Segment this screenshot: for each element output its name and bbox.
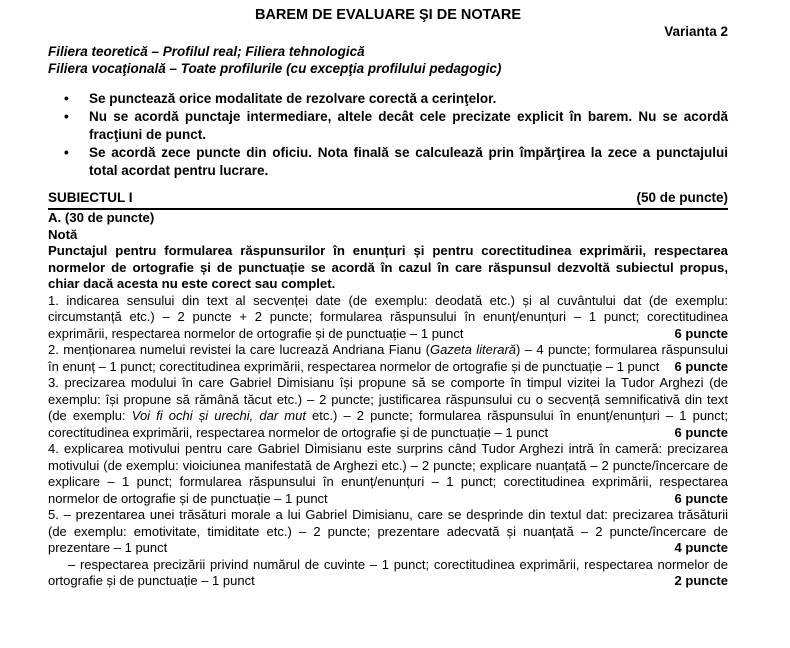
bullet-icon: • (64, 91, 69, 106)
rule-item (60, 144, 728, 180)
item-points: 2 puncte (674, 573, 728, 588)
item-points: 6 puncte (674, 490, 728, 506)
document-title: BAREM DE EVALUARE ŞI DE NOTARE (254, 7, 522, 23)
item-text: etc.) – 2 puncte; formularea răspunsului în enunț/enunțuri – 1 punct; corectitudinea exprimării, respectarea normelor de ortografie și de punctuație – 1 punct (48, 408, 729, 440)
part-a-heading: A. (30 de puncte) (48, 210, 155, 225)
scoring-item (48, 375, 728, 441)
note-label: Notă (48, 226, 78, 242)
rule-text: Se punctează orice modalitate de rezolvare corectă a cerinţelor. (89, 91, 497, 106)
item-text: – respectarea precizării privind numărul de cuvinte – 1 punct; corectitudinea exprimării, respectarea normelor de ortografie și de punctuație – 1 punct (48, 556, 728, 588)
scoring-item (48, 507, 728, 557)
scoring-items (48, 293, 728, 590)
filiera-block (48, 43, 728, 77)
filiera-line: Filiera vocaţională – Toate profilurile (cu excepţia profilului pedagogic) (48, 61, 502, 76)
item-text: 1. indicarea sensului din text al secvenței date (de exemplu: deodată etc.) și al cuvântului dat (de exemplu: circumstanță etc.) – 2 puncte + 2 puncte; formularea răspunsului în enunț/enunțuri – 1 punct; corectitudinea exprimării, respectarea normelor de ortografie și de punctuație – 1 punct (48, 292, 728, 341)
item-points: 6 puncte (674, 424, 728, 440)
scoring-item (48, 441, 728, 507)
general-rules-list (48, 90, 728, 180)
item-points: 6 puncte (674, 358, 728, 374)
item-points: 6 puncte (674, 325, 728, 341)
item-text: ) – 4 puncte; formularea răspunsului în enunț – 1 punct; corectitudinea exprimării, respectarea normelor de ortografie și de punctuație – 1 punct (48, 342, 728, 374)
item-text: 4. explicarea motivului pentru care Gabriel Dimisianu este surprins când Tudor Arghezi intră în cameră: precizarea motivului (de exemplu: vioiciunea manifestată de Arghezi etc.) – 2 puncte; explicare nuanțată – 2 puncte/încercare de explicare – 1 punct; formularea răspunsului în enunț/enunțuri – 1 punct; corectitudinea exprimării, respectarea normelor de ortografie și de punctuație – 1 punct (48, 441, 728, 506)
subject-points: (50 de puncte) (636, 190, 728, 205)
rule-item (60, 90, 728, 108)
scoring-item (48, 293, 728, 343)
item-points: 4 puncte (674, 540, 728, 555)
scoring-item (48, 557, 728, 590)
note-paragraph: Punctajul pentru formularea răspunsurilor în enunțuri și pentru corectitudinea exprimării, respectarea normelor de ortografie și de punctuație se acordă în cazul în care răspunsul dezvoltă subiectul propus, chiar dacă acesta nu este corect sau complet. (48, 243, 728, 291)
item-text: 2. menționarea numelui revistei la care lucrează Andriana Fianu ( (48, 342, 430, 357)
item-text-italic: Voi fi ochi și urechi, dar mut (131, 408, 306, 423)
bullet-icon: • (64, 145, 69, 160)
subject-heading-row (48, 190, 728, 210)
rule-item (60, 108, 728, 144)
bullet-icon: • (64, 109, 69, 124)
scoring-item (48, 342, 728, 375)
item-text: 5. – prezentarea unei trăsături morale a lui Gabriel Dimisianu, care se desprinde din textul dat: precizarea trăsăturii (de exemplu: emotivitate, timiditate etc.) – 2 puncte; prezentare adecvată și nuanțată – 2 puncte/încercare de prezentare – 1 punct (48, 507, 728, 555)
filiera-line: Filiera teoretică – Profilul real; Filiera tehnologică (48, 44, 365, 59)
subject-title: SUBIECTUL I (48, 190, 133, 205)
rule-text: Nu se acordă punctaje intermediare, altele decât cele precizate explicit în barem. Nu se acordă fracţiuni de punct. (89, 109, 728, 142)
rule-text: Se acordă zece puncte din oficiu. Nota finală se calculează prin împărţirea la zece a punctajului total acordat pentru lucrare. (89, 145, 728, 178)
item-text-italic: Gazeta literară (429, 342, 517, 357)
variant-label: Varianta 2 (664, 24, 728, 39)
item-text: 3. precizarea modului în care Gabriel Dimisianu își propune să se comporte în timpul vizitei la Tudor Arghezi (de exemplu: își propune să rămână tăcut etc.) – 2 puncte; justificarea răspunsului cu o secvență semnificativă din text (de exemplu: (48, 375, 728, 423)
